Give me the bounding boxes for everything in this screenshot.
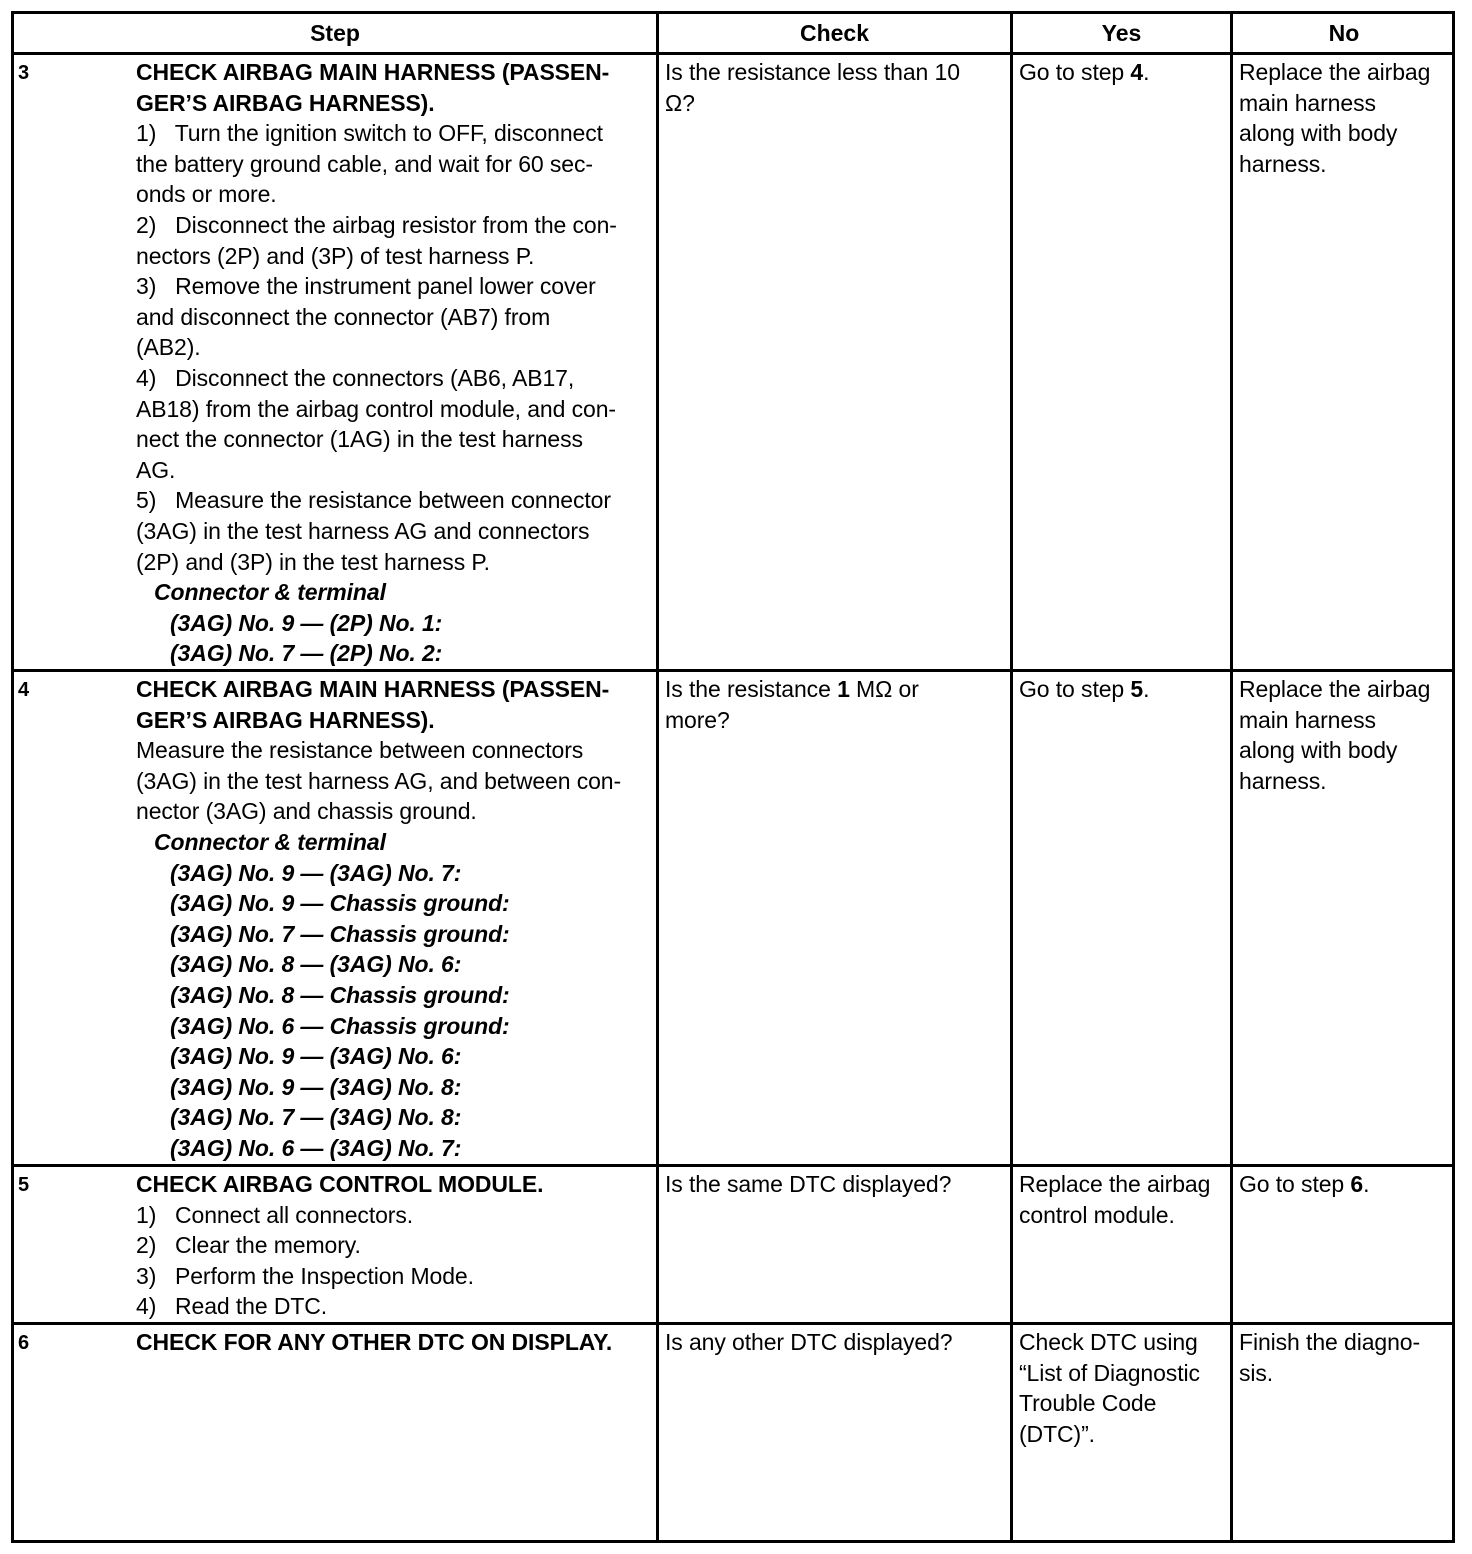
connector-terminal-item: (3AG) No. 9 — (3AG) No. 6:: [170, 1043, 462, 1070]
no-content: [1239, 57, 1453, 179]
connector-terminal-item: (3AG) No. 9 — (3AG) No. 7:: [170, 859, 462, 886]
step-title: CHECK AIRBAG MAIN HARNESS (PASSEN-: [136, 59, 610, 85]
no-step-number: 6: [1350, 1171, 1364, 1197]
no-line: main harness: [1239, 89, 1376, 116]
step-line: (3AG) in the test harness AG and connectors: [136, 517, 590, 544]
connector-terminal-item: (3AG) No. 7 — (3AG) No. 8:: [170, 1104, 462, 1131]
column-divider: [656, 14, 659, 1540]
connector-terminal-item: (3AG) No. 6 — Chassis ground:: [170, 1012, 510, 1039]
yes-text: Go to step: [1019, 676, 1131, 702]
yes-line: (DTC)”.: [1019, 1420, 1095, 1447]
connector-terminal-item: (3AG) No. 8 — (3AG) No. 6:: [170, 951, 462, 978]
step-line: nector (3AG) and chassis ground.: [136, 798, 477, 825]
check-value: 1: [837, 676, 850, 702]
header-no: No: [1328, 20, 1360, 46]
connector-terminal-item: (3AG) No. 7 — Chassis ground:: [170, 920, 510, 947]
step-line: 4) Disconnect the connectors (AB6, AB17,: [136, 364, 575, 391]
yes-text: Go to step: [1019, 59, 1131, 85]
check-line: Is the resistance less than 10: [665, 59, 960, 85]
connector-terminal-item: (3AG) No. 7 — (2P) No. 2:: [170, 640, 443, 667]
no-line: Replace the airbag: [1239, 676, 1431, 702]
step-line: AG.: [136, 456, 176, 483]
no-line: main harness: [1239, 706, 1376, 733]
step-title: CHECK AIRBAG CONTROL MODULE.: [136, 1171, 544, 1197]
step-item: [136, 1230, 656, 1261]
yes-step-number: 5: [1130, 676, 1144, 702]
connector-terminal-item: (3AG) No. 9 — (2P) No. 1:: [170, 609, 443, 636]
item-number: 3): [136, 1262, 157, 1289]
item-number: 1): [136, 1201, 157, 1228]
step-line: nect the connector (1AG) in the test harness: [136, 426, 583, 453]
check-content: [665, 674, 1007, 735]
no-line: Finish the diagno-: [1239, 1329, 1421, 1355]
check-line: [665, 674, 1007, 705]
step-line: onds or more.: [136, 181, 277, 208]
step-line: AB18) from the airbag control module, and con-: [136, 395, 616, 422]
step-line: 5) Measure the resistance between connector: [136, 487, 611, 514]
no-line: Replace the airbag: [1239, 59, 1431, 85]
no-content: [1239, 674, 1453, 796]
no-line: along with body: [1239, 120, 1398, 147]
yes-suffix: .: [1143, 676, 1150, 702]
yes-suffix: .: [1143, 59, 1150, 85]
header-check: Check: [799, 20, 870, 46]
step-content: [136, 57, 656, 669]
no-text: Go to step: [1239, 1171, 1351, 1197]
step-item: [136, 1261, 656, 1292]
column-divider: [1010, 14, 1013, 1540]
item-number: 4): [136, 1293, 157, 1320]
yes-line: Check DTC using: [1019, 1329, 1198, 1355]
row-divider: [14, 1322, 1452, 1325]
column-divider: [1230, 14, 1233, 1540]
diagnostic-table: [11, 11, 1455, 1543]
yes-step-number: 4: [1130, 59, 1144, 85]
yes-line: Trouble Code: [1019, 1390, 1157, 1417]
no-content: [1239, 1327, 1453, 1388]
no-line: along with body: [1239, 737, 1398, 764]
step-title: GER’S AIRBAG HARNESS).: [136, 706, 435, 733]
check-content: Is the same DTC displayed?: [665, 1171, 952, 1197]
item-text: Perform the Inspection Mode.: [175, 1262, 474, 1289]
step-number: 3: [18, 62, 30, 84]
step-line: and disconnect the connector (AB7) from: [136, 303, 551, 330]
connector-terminal-item: (3AG) No. 9 — (3AG) No. 8:: [170, 1073, 462, 1100]
item-text: Clear the memory.: [175, 1232, 361, 1259]
header-yes: Yes: [1101, 20, 1142, 46]
check-line: more?: [665, 706, 730, 733]
check-content: Is any other DTC displayed?: [665, 1329, 953, 1355]
check-text: Is the resistance: [665, 676, 838, 702]
item-text: Read the DTC.: [175, 1293, 328, 1320]
step-title: CHECK AIRBAG MAIN HARNESS (PASSEN-: [136, 676, 610, 702]
connector-terminal-item: (3AG) No. 8 — Chassis ground:: [170, 981, 510, 1008]
step-line: 2) Disconnect the airbag resistor from the con-: [136, 211, 617, 238]
step-line: the battery ground cable, and wait for 60 sec-: [136, 150, 593, 177]
connector-terminal-item: (3AG) No. 9 — Chassis ground:: [170, 890, 510, 917]
no-line: harness.: [1239, 150, 1327, 177]
yes-line: Replace the airbag: [1019, 1171, 1211, 1197]
step-line: 1) Turn the ignition switch to OFF, disconnect: [136, 120, 603, 147]
step-line: Measure the resistance between connectors: [136, 737, 584, 764]
no-suffix: .: [1363, 1171, 1370, 1197]
step-item: [136, 1200, 656, 1231]
yes-line: control module.: [1019, 1201, 1175, 1228]
yes-content: [1019, 1327, 1229, 1449]
step-item: [136, 1291, 656, 1322]
step-line: nectors (2P) and (3P) of test harness P.: [136, 242, 535, 269]
step-title: CHECK FOR ANY OTHER DTC ON DISPLAY.: [136, 1329, 613, 1355]
step-title: GER’S AIRBAG HARNESS).: [136, 89, 435, 116]
yes-line: “List of Diagnostic: [1019, 1359, 1200, 1386]
item-number: 2): [136, 1232, 157, 1259]
item-text: Connect all connectors.: [175, 1201, 414, 1228]
header-step: Step: [310, 20, 360, 46]
yes-content: [1019, 674, 1229, 705]
step-number: 4: [18, 679, 30, 701]
step-line: (AB2).: [136, 334, 201, 361]
no-content: [1239, 1169, 1453, 1200]
step-line: (3AG) in the test harness AG, and between con-: [136, 767, 622, 794]
connector-terminal-label: Connector & terminal: [154, 579, 386, 606]
yes-content: [1019, 57, 1229, 88]
connector-terminal-label: Connector & terminal: [154, 828, 386, 855]
row-divider: [14, 669, 1452, 672]
connector-terminal-item: (3AG) No. 6 — (3AG) No. 7:: [170, 1134, 462, 1161]
step-number: 6: [18, 1332, 30, 1354]
yes-content: [1019, 1169, 1229, 1230]
step-line: 3) Remove the instrument panel lower cover: [136, 273, 596, 300]
no-line: harness.: [1239, 767, 1327, 794]
step-line: (2P) and (3P) in the test harness P.: [136, 548, 490, 575]
row-divider: [14, 1164, 1452, 1167]
step-content: [136, 674, 656, 1164]
check-content: [665, 57, 1007, 118]
step-content: [136, 1169, 656, 1322]
row-divider: [14, 52, 1452, 55]
no-line: sis.: [1239, 1359, 1274, 1386]
check-line: Ω?: [665, 89, 695, 116]
step-number: 5: [18, 1174, 30, 1196]
check-text: MΩ or: [849, 676, 919, 702]
